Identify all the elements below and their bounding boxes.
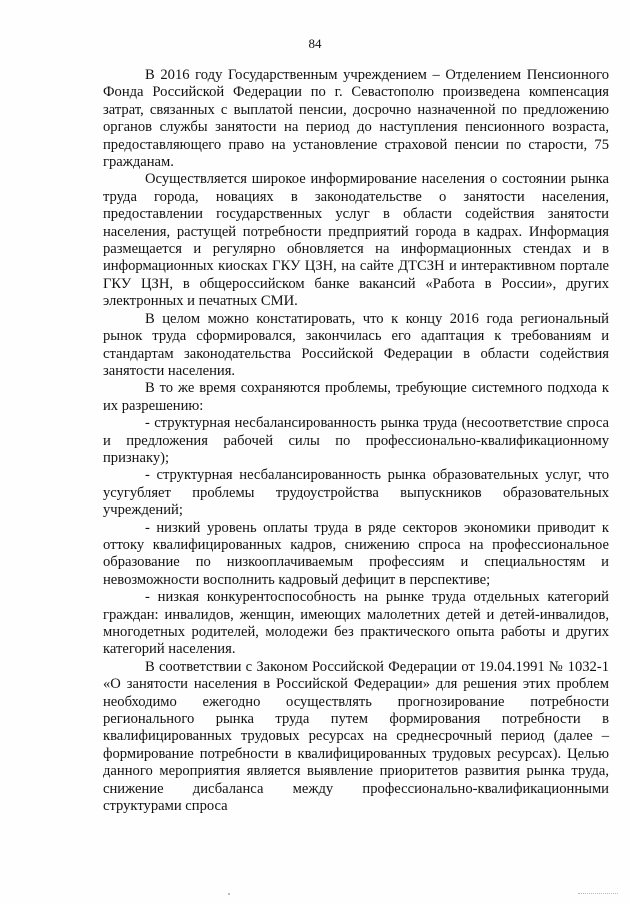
scan-artifact-dot	[228, 893, 230, 895]
document-body	[103, 67, 609, 815]
list-item-labor-imbalance: - структурная несбалансированность рынка труда (несоответствие спроса и предложения рабочей силы по профессионально-квалификационному признаку);	[103, 415, 609, 466]
list-item-education-imbalance: - структурная несбалансированность рынка образовательных услуг, что усугубляет проблемы трудоустройства выпускников образовательных учреждений;	[103, 467, 609, 519]
paragraph-problems-intro: В то же время сохраняются проблемы, требующие системного подхода к их разрешению:	[103, 380, 609, 414]
paragraph-law-forecasting: В соответствии с Законом Российской Федерации от 19.04.1991 № 1032-1 «О занятости населения в Российской Федерации» для решения этих проблем необходимо ежегодно осуществлять прогнозирование потребности регионального рынка труда путем формирования потребности в квалифицированных трудовых ресурсах на среднесрочный период (далее – формирование потребности в квалифицированных трудовых ресурсах). Целью данного мероприятия является выявление приоритетов развития рынка труда, снижение дисбаланса между профессионально-квалификационными структурами спроса	[103, 658, 609, 815]
scan-artifact-mark	[578, 893, 618, 897]
paragraph-pension-compensation: В 2016 году Государственным учреждением – Отделением Пенсионного Фонда Российской Федерации по г. Севастополю произведена компенсация затрат, связанных с выплатой пенсии, досрочно назначенной по предложению органов службы занятости на период до наступления пенсионного возраста, предоставляющего право на установление страховой пенсии по старости, 75 гражданам.	[103, 67, 609, 171]
page-number: 84	[308, 36, 322, 51]
paragraph-public-information: Осуществляется широкое информирование населения о состоянии рынка труда города, новациях в законодательстве о занятости населения, предоставлении государственных услуг в области содействия занятости населения, растущей потребности предприятий города в кадрах. Информация размещается и регулярно обновляется на информационных стендах и в информационных киосках ГКУ ЦЗН, на сайте ДТСЗН и интерактивном портале ГКУ ЦЗН, в общероссийском банке вакансий «Работа в России», других электронных и печатных СМИ.	[103, 171, 609, 310]
list-item-low-competitiveness: - низкая конкурентоспособность на рынке труда отдельных категорий граждан: инвалидов, женщин, имеющих малолетних детей и детей-инвалидов, многодетных родителей, молодежи без практического опыта работы и других категорий населения.	[103, 589, 609, 658]
list-item-low-wages: - низкий уровень оплаты труда в ряде секторов экономики приводит к оттоку квалифицированных кадров, снижению спроса на профессиональное образование по низкооплачиваемым профессиям и специальностям и невозможности восполнить кадровый дефицит в перспективе;	[103, 519, 609, 588]
paragraph-market-formed: В целом можно констатировать, что к концу 2016 года региональный рынок труда сформировался, закончилась его адаптация к требованиям и стандартам законодательства Российской Федерации в области содействия занятости населения.	[103, 310, 609, 379]
